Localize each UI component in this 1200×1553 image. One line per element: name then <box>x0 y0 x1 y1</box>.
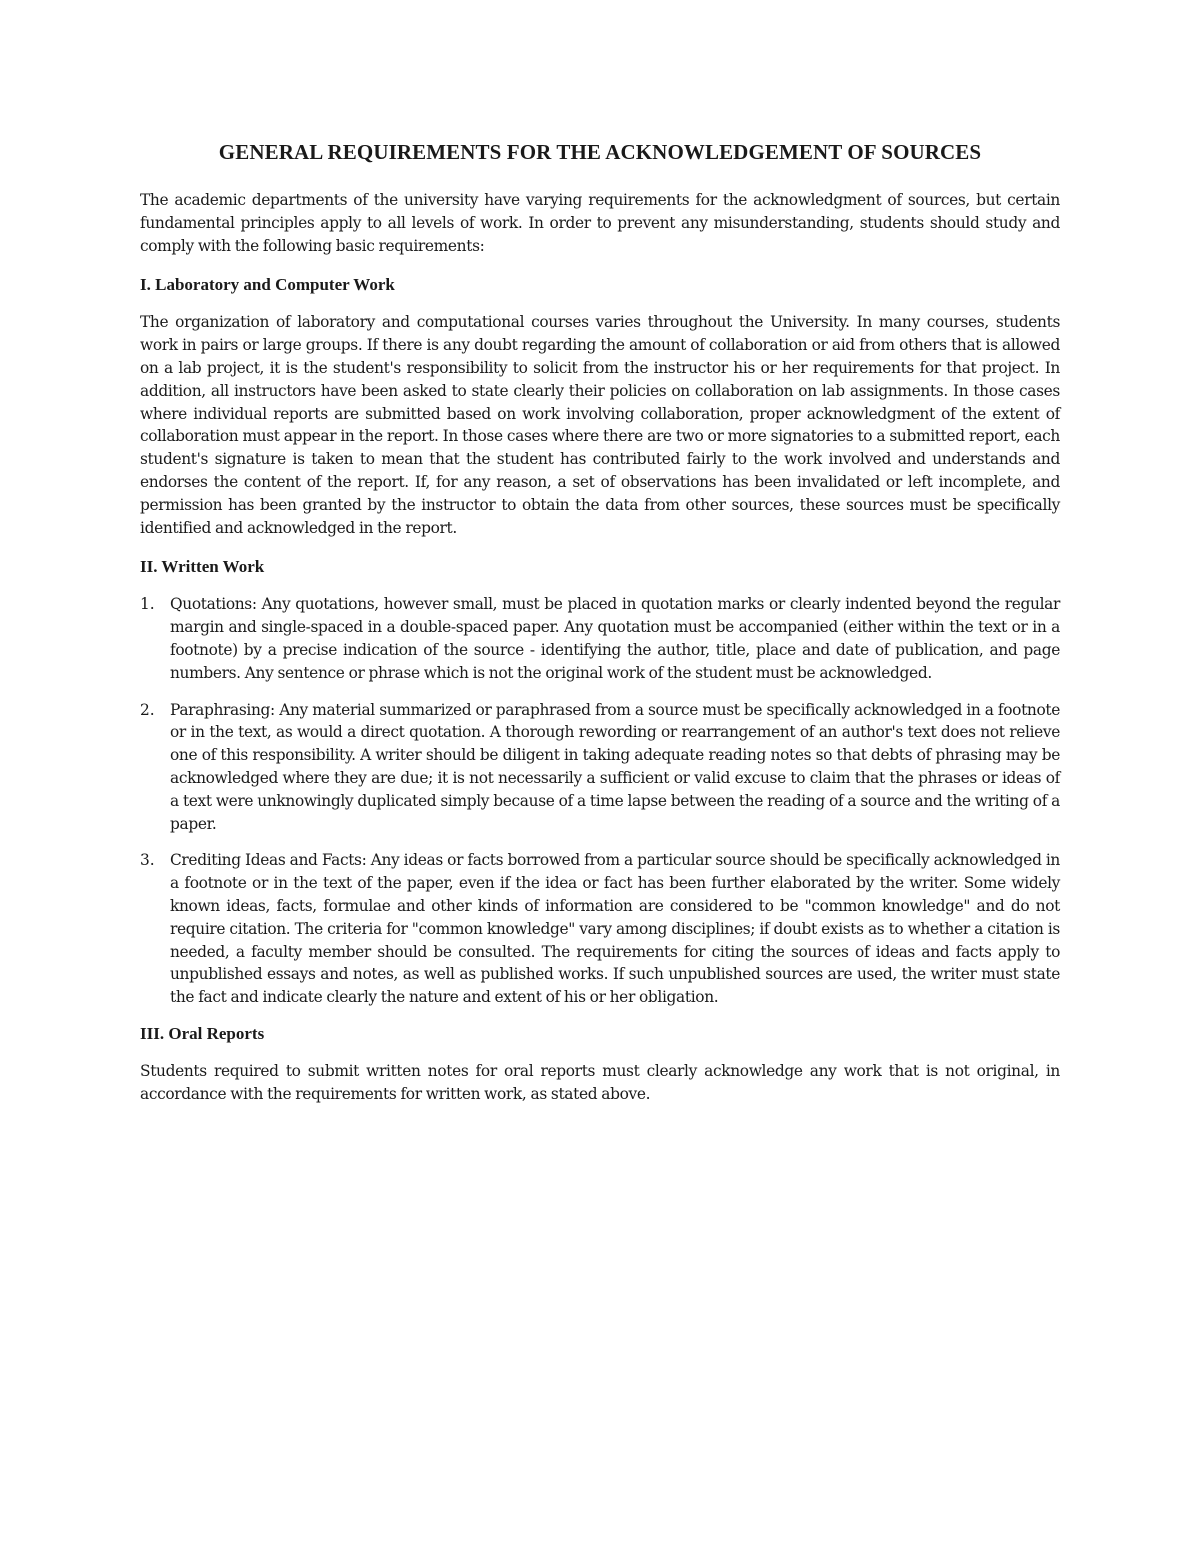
list-item-number: 3. <box>140 851 155 870</box>
document-title: GENERAL REQUIREMENTS FOR THE ACKNOWLEDGEMENT OF SOURCES <box>218 140 982 164</box>
list-item-quotations <box>140 593 1060 684</box>
list-item-text: Paraphrasing: Any material summarized or paraphrased from a source must be specifically acknowledged in a footnote or in the text, as would a direct quotation. A thorough rewording or rearrangement of an author's text does not relieve one of this responsibility. A writer should be diligent in taking adequate reading notes so that debts of phrasing may be acknowledged where they are due; it is not necessarily a sufficient or valid excuse to claim that the phrases or ideas of a text were unknowingly duplicated simply because of a time lapse between the reading of a source and the writing of a paper. <box>170 700 1060 833</box>
written-work-list <box>140 593 1060 1009</box>
section-heading: II. Written Work <box>140 557 265 577</box>
section-written-work <box>140 556 1060 1009</box>
list-item-paraphrasing <box>140 699 1060 836</box>
section-paragraph: The organization of laboratory and computational courses varies throughout the University. In many courses, students work in pairs or large groups. If there is any doubt regarding the amount of collaboration or aid from others that is allowed on a lab project, it is the student's responsibility to solicit from the instructor his or her requirements for that project. In addition, all instructors have been asked to state clearly their policies on collaboration on lab assignments. In those cases where individual reports are submitted based on work involving collaboration, proper acknowledgment of the extent of collaboration must appear in the report. In those cases where there are two or more signatories to a submitted report, each student's signature is taken to mean that the student has contributed fairly to the work involved and understands and endorses the content of the report. If, for any reason, a set of observations has been invalidated or left incomplete, and permission has been granted by the instructor to obtain the data from other sources, these sources must be specifically identified and acknowledged in the report. <box>140 313 1060 537</box>
section-oral-reports <box>140 1023 1060 1106</box>
list-item-number: 1. <box>140 595 155 614</box>
list-item-text: Quotations: Any quotations, however small, must be placed in quotation marks or clearly indented beyond the regular margin and single-spaced in a double-spaced paper. Any quotation must be accompanied (either within the text or in a footnote) by a precise indication of the source - identifying the author, title, place and date of publication, and page numbers. Any sentence or phrase which is not the original work of the student must be acknowledged. <box>170 595 1060 682</box>
list-item-crediting-ideas <box>140 849 1060 1009</box>
section-laboratory-computer-work <box>140 274 1060 539</box>
section-heading: III. Oral Reports <box>140 1023 265 1043</box>
document-page <box>140 140 1060 1123</box>
section-paragraph: Students required to submit written notes for oral reports must clearly acknowledge any work that is not original, in accordance with the requirements for written work, as stated above. <box>140 1061 1060 1103</box>
section-heading: I. Laboratory and Computer Work <box>140 275 395 295</box>
list-item-number: 2. <box>140 700 155 719</box>
intro-paragraph: The academic departments of the university have varying requirements for the acknowledgment of sources, but certain fundamental principles apply to all levels of work. In order to prevent any misunderstanding, students should study and comply with the following basic requirements: <box>140 191 1060 255</box>
list-item-text: Crediting Ideas and Facts: Any ideas or facts borrowed from a particular source should be specifically acknowledged in a footnote or in the text of the paper, even if the idea or fact has been further elaborated by the writer. Some widely known ideas, facts, formulae and other kinds of information are considered to be "common knowledge" and do not require citation. The criteria for "common knowledge" vary among disciplines; if doubt exists as to whether a citation is needed, a faculty member should be consulted. The requirements for citing the sources of ideas and facts apply to unpublished essays and notes, as well as published works. If such unpublished sources are used, the writer must state the fact and indicate clearly the nature and extent of his or her obligation. <box>170 851 1060 1007</box>
